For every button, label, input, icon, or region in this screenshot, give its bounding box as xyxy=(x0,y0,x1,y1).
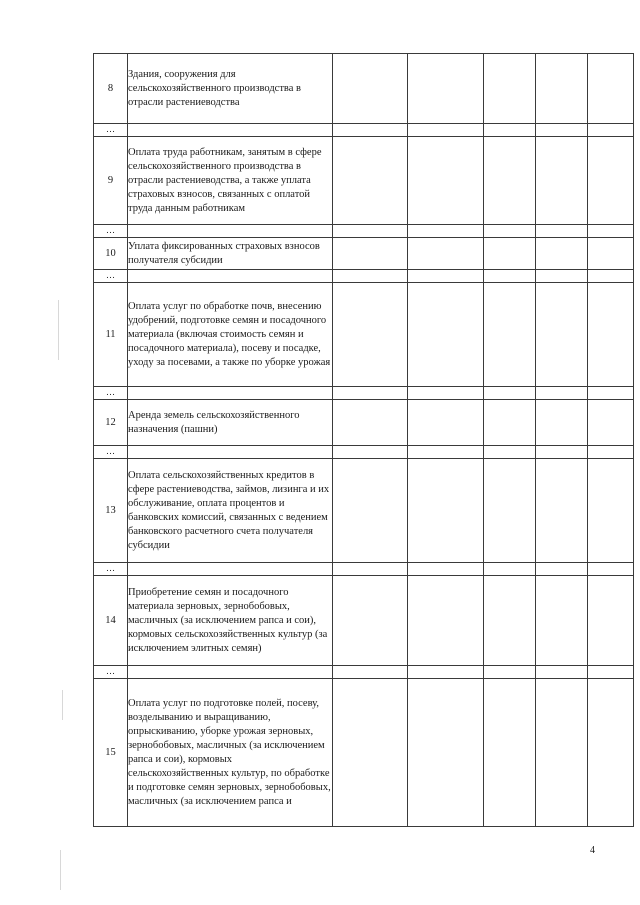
table-cell xyxy=(333,54,408,124)
table-cell xyxy=(536,446,588,459)
table-cell xyxy=(588,446,634,459)
table-row-ellipsis xyxy=(94,446,634,459)
table-cell xyxy=(588,666,634,679)
table-cell xyxy=(588,54,634,124)
table-cell xyxy=(333,283,408,387)
table-row-ellipsis xyxy=(94,387,634,400)
row-number: 8 xyxy=(94,54,128,124)
table-cell xyxy=(408,666,484,679)
table-cell xyxy=(408,563,484,576)
table-cell xyxy=(484,225,536,238)
table-cell xyxy=(588,400,634,446)
table-cell xyxy=(408,137,484,225)
ellipsis-mark: … xyxy=(94,446,128,459)
ellipsis-mark: … xyxy=(94,666,128,679)
table-cell xyxy=(333,563,408,576)
row-number: 15 xyxy=(94,679,128,827)
row-description: Аренда земель сельскохозяйственного назначения (пашни) xyxy=(128,400,333,446)
table-cell xyxy=(588,137,634,225)
table-cell xyxy=(408,459,484,563)
ellipsis-mark: … xyxy=(94,563,128,576)
table-cell xyxy=(484,387,536,400)
table-cell xyxy=(484,679,536,827)
table-cell xyxy=(333,387,408,400)
table-cell xyxy=(408,283,484,387)
row-description: Уплата фиксированных страховых взносов получателя субсидии xyxy=(128,238,333,270)
row-number: 10 xyxy=(94,238,128,270)
table-cell xyxy=(408,54,484,124)
table-cell xyxy=(408,576,484,666)
table-cell xyxy=(408,238,484,270)
table-cell xyxy=(588,238,634,270)
table-cell xyxy=(536,666,588,679)
table-row-ellipsis xyxy=(94,563,634,576)
table-cell xyxy=(484,137,536,225)
table-row xyxy=(94,137,634,225)
table-cell xyxy=(333,124,408,137)
table-cell xyxy=(588,124,634,137)
table-cell xyxy=(333,679,408,827)
row-number: 11 xyxy=(94,283,128,387)
table-cell xyxy=(536,283,588,387)
table-cell xyxy=(408,446,484,459)
scan-margin-mark xyxy=(58,300,59,360)
table-cell xyxy=(588,270,634,283)
table-cell xyxy=(128,270,333,283)
table-cell xyxy=(408,270,484,283)
table-cell xyxy=(484,54,536,124)
table-cell xyxy=(333,137,408,225)
scan-margin-mark xyxy=(60,850,61,890)
table-cell xyxy=(128,446,333,459)
table-row xyxy=(94,576,634,666)
table-cell xyxy=(536,459,588,563)
table-cell xyxy=(128,666,333,679)
table-cell xyxy=(588,576,634,666)
table-cell xyxy=(536,576,588,666)
table-cell xyxy=(536,387,588,400)
table-cell xyxy=(484,124,536,137)
row-description: Приобретение семян и посадочного материала зерновых, зернобобовых, масличных (за исключением рапса и сои), кормовых сельскохозяйственных культур (за исключением элитных семян) xyxy=(128,576,333,666)
table-cell xyxy=(484,666,536,679)
row-number: 13 xyxy=(94,459,128,563)
table-cell xyxy=(333,666,408,679)
table-row-ellipsis xyxy=(94,124,634,137)
table-cell xyxy=(588,225,634,238)
table-cell xyxy=(408,679,484,827)
table-cell xyxy=(588,387,634,400)
table-cell xyxy=(536,270,588,283)
row-number: 9 xyxy=(94,137,128,225)
table-row xyxy=(94,400,634,446)
table-row xyxy=(94,283,634,387)
table-cell xyxy=(333,400,408,446)
table-cell xyxy=(588,283,634,387)
table-cell xyxy=(484,446,536,459)
table-cell xyxy=(484,238,536,270)
ellipsis-mark: … xyxy=(94,225,128,238)
table-cell xyxy=(128,387,333,400)
table-cell xyxy=(484,576,536,666)
table-row xyxy=(94,54,634,124)
table-cell xyxy=(536,238,588,270)
table-cell xyxy=(536,124,588,137)
table-cell xyxy=(333,446,408,459)
table-cell xyxy=(588,459,634,563)
ellipsis-mark: … xyxy=(94,270,128,283)
page-number: 4 xyxy=(590,845,595,856)
table-cell xyxy=(408,124,484,137)
table-cell xyxy=(588,679,634,827)
table-cell xyxy=(484,459,536,563)
row-number: 14 xyxy=(94,576,128,666)
table-cell xyxy=(333,225,408,238)
table-row-ellipsis xyxy=(94,270,634,283)
table-cell xyxy=(536,400,588,446)
table-cell xyxy=(484,400,536,446)
table-cell xyxy=(536,225,588,238)
table-cell xyxy=(408,387,484,400)
table-cell xyxy=(484,563,536,576)
table-cell xyxy=(484,270,536,283)
table-cell xyxy=(588,563,634,576)
table-cell xyxy=(536,137,588,225)
table-cell xyxy=(128,225,333,238)
table-row-ellipsis xyxy=(94,666,634,679)
ellipsis-mark: … xyxy=(94,124,128,137)
table-cell xyxy=(536,54,588,124)
table-cell xyxy=(333,576,408,666)
table-cell xyxy=(128,563,333,576)
expenses-table xyxy=(93,53,634,827)
table-row-ellipsis xyxy=(94,225,634,238)
row-description: Оплата труда работникам, занятым в сфере сельскохозяйственного производства в отрасли растениеводства, а также уплата страховых взносов, связанных с оплатой труда данным работникам xyxy=(128,137,333,225)
table-row xyxy=(94,459,634,563)
row-description: Здания, сооружения для сельскохозяйственного производства в отрасли растениеводства xyxy=(128,54,333,124)
row-description: Оплата сельскохозяйственных кредитов в сфере растениеводства, займов, лизинга и их обслуживание, оплата процентов и банковских комиссий, связанных с ведением банковского расчетного счета получателя субсидии xyxy=(128,459,333,563)
table-cell xyxy=(536,679,588,827)
ellipsis-mark: … xyxy=(94,387,128,400)
row-description: Оплата услуг по подготовке полей, посеву, возделыванию и выращиванию, опрыскиванию, уборке урожая зерновых, зернобобовых, масличных (за исключением рапса и сои), кормовых сельскохозяйственных культур, по обработке и подготовке семян зерновых, зернобобовых, масличных (за исключением рапса и xyxy=(128,679,333,827)
table-row xyxy=(94,679,634,827)
table-cell xyxy=(484,283,536,387)
table-cell xyxy=(333,459,408,563)
table-cell xyxy=(408,225,484,238)
row-description: Оплата услуг по обработке почв, внесению удобрений, подготовке семян и посадочного материала (включая стоимость семян и посадочного материала), посеву и посадке, уходу за посевами, а также по уборке урожая xyxy=(128,283,333,387)
table-cell xyxy=(333,238,408,270)
table-cell xyxy=(333,270,408,283)
table-row xyxy=(94,238,634,270)
table-cell xyxy=(536,563,588,576)
table-cell xyxy=(128,124,333,137)
table-cell xyxy=(408,400,484,446)
scan-margin-mark xyxy=(62,690,63,720)
row-number: 12 xyxy=(94,400,128,446)
